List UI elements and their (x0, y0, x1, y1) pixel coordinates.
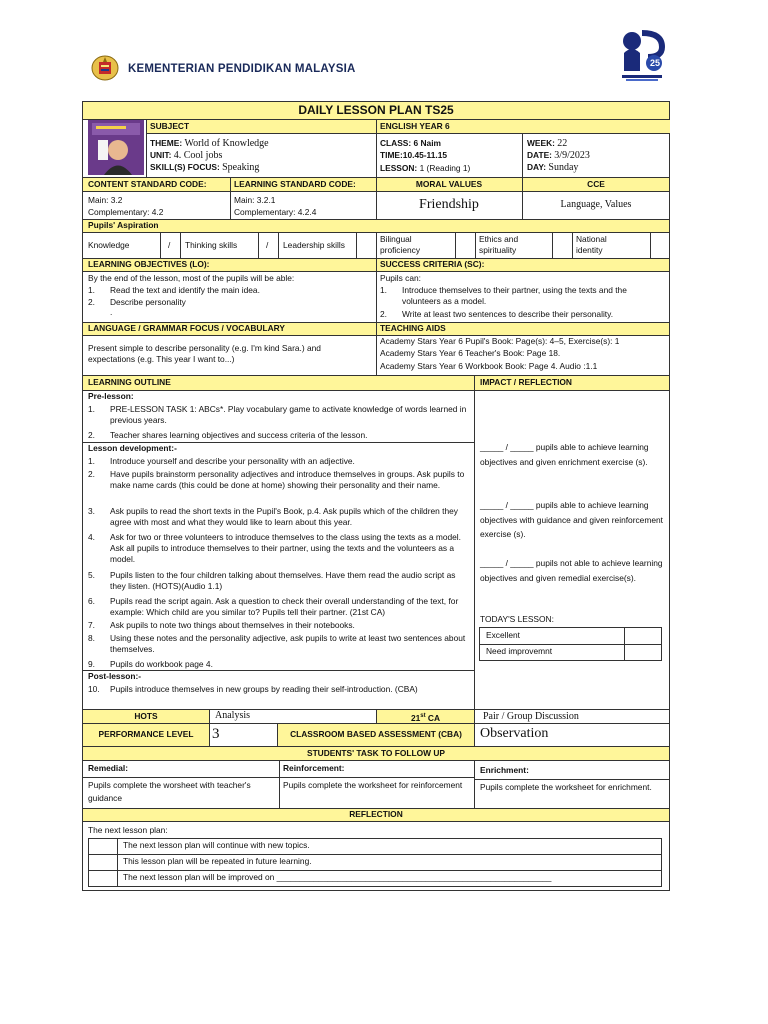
cce-value: Language, Values (560, 199, 632, 210)
dev-item-9: 9. Pupils do workbook page 4. (88, 659, 213, 669)
learning-complementary: Complementary: 4.2.4 (234, 207, 317, 217)
skill-row: SKILL(S) FOCUS: Speaking (150, 162, 260, 173)
dev-item-2: 2. Have pupils brainstorm personality adjectives and introduce themselves in groups. Ask pupils to make name cards (this could be done at home) showing their personality and their name. (88, 469, 465, 490)
dev-item-5: 5. Pupils listen to the four children talking about themselves. Have them read the audio script as they listen. (HOTS)(Audio 1.1) (88, 570, 456, 591)
next-lesson-option-1-checkbox[interactable] (89, 839, 116, 853)
teaching-aids-label: TEACHING AIDS (380, 323, 446, 333)
dev-item-4: 4. Ask for two or three volunteers to introduce themselves to the class using the texts as a model. Ask all pupils to introduce themselves to their partner, using the texts and the volunteers as a model. (88, 532, 461, 564)
next-lesson-option-3: The next lesson plan will be improved on ___________________________________________________________ (123, 872, 552, 882)
impact-remedial: _____ / _____ pupils not able to achieve learning objectives and given remedial exercise(s). (480, 558, 663, 583)
dev-item-6: 6. Pupils read the script again. Ask a question to check their overall understanding of the text, for example: Which child are you similar to? Pupils tell their partner. (21st CA) (88, 596, 459, 617)
aspiration-leadership: Leadership skills (283, 240, 345, 250)
ts25-logo-icon (618, 27, 666, 83)
moral-values-label: MORAL VALUES (415, 179, 483, 189)
impact-enrichment: _____ / _____ pupils able to achieve learning objectives and given enrichment exercise (s). (480, 442, 649, 467)
content-standard-label: CONTENT STANDARD CODE: (88, 179, 207, 189)
performance-level-label: PERFORMANCE LEVEL (98, 729, 194, 739)
day-row: DAY: Sunday (527, 162, 579, 173)
hots-label: HOTS (134, 711, 158, 721)
rating-excellent-checkbox[interactable] (625, 628, 661, 643)
learning-standard-label: LEARNING STANDARD CODE: (234, 179, 356, 189)
teaching-aid-3: Academy Stars Year 6 Workbook Book: Page 4. Audio :1.1 (380, 361, 598, 371)
teaching-aid-2: Academy Stars Year 6 Teacher's Book: Page 18. (380, 348, 561, 358)
class-row: CLASS: 6 Naim (380, 138, 441, 148)
aspiration-ethics: Ethics and spirituality (479, 234, 519, 255)
dev-item-7: 7. Ask pupils to note two things about themselves in their notebooks. (88, 620, 355, 630)
next-lesson-option-3-checkbox[interactable] (89, 871, 116, 886)
students-task-label: STUDENTS' TASK TO FOLLOW UP (306, 748, 445, 758)
date-row: DATE: 3/9/2023 (527, 150, 590, 161)
dev-item-8: 8. Using these notes and the personality adjective, ask pupils to write at least two sentences about themselves. (88, 633, 466, 654)
rating-need-improvement-checkbox[interactable] (625, 645, 661, 660)
dev-item-3: 3. Ask pupils to read the short texts in the Pupil's Book, p.4. Ask pupils which of the children they agree with most and what they would like to learn about this year. (88, 506, 458, 527)
lo-intro: By the end of the lesson, most of the pupils will be able: (88, 273, 295, 283)
moral-value: Friendship (419, 197, 479, 212)
cba-label: CLASSROOM BASED ASSESSMENT (CBA) (290, 729, 462, 739)
enrichment-text: Pupils complete the worksheet for enrichment. (480, 782, 652, 792)
next-lesson-option-2-checkbox[interactable] (89, 855, 116, 869)
week-row: WEEK: 22 (527, 138, 568, 149)
development-label: Lesson development:- (88, 443, 177, 453)
post-item-10: 10. Pupils introduce themselves in new groups by reading their self-introduction. (CBA) (88, 684, 418, 694)
todays-lesson-label: TODAY'S LESSON: (480, 614, 554, 624)
language-label: LANGUAGE / GRAMMAR FOCUS / VOCABULARY (88, 323, 285, 333)
remedial-text: Pupils complete the worsheet with teacher's guidance (88, 780, 251, 803)
lo-label: LEARNING OBJECTIVES (LO): (88, 259, 210, 269)
ts25-logo-number: 25 (650, 58, 661, 68)
language-text: Present simple to describe personality (e.g. I'm kind Sara.) and expectations (e.g. This year I want to...) (88, 343, 321, 364)
unit-row: UNIT: 4. Cool jobs (150, 150, 223, 161)
learning-outline-label: LEARNING OUTLINE (88, 377, 171, 387)
pre-lesson-label: Pre-lesson: (88, 391, 134, 401)
teaching-aid-1: Academy Stars Year 6 Pupil's Book: Page(s): 4–5, Exercise(s): 1 (380, 336, 620, 346)
page-title: DAILY LESSON PLAN TS25 (298, 103, 454, 117)
remedial-label: Remedial: (88, 763, 129, 773)
pre-item-1: 1. PRE-LESSON TASK 1: ABCs*. Play vocabulary game to activate knowledge of words learned in previous years. (88, 404, 467, 425)
sc-item-1: 1. Introduce themselves to their partner, using the texts and the volunteers as a model. (380, 285, 627, 306)
hots-value: Analysis (215, 710, 250, 721)
reinforcement-text: Pupils complete the worksheet for reinforcement (283, 780, 463, 790)
rating-excellent: Excellent (486, 630, 520, 640)
ca-value: Pair / Group Discussion (483, 711, 579, 722)
ministry-name: KEMENTERIAN PENDIDIKAN MALAYSIA (128, 63, 356, 75)
cce-label: CCE (587, 179, 605, 189)
impact-reinforcement: _____ / _____ pupils able to achieve learning objectives with guidance and given reinforcement exercise (s). (480, 500, 663, 539)
content-main: Main: 3.2 (88, 195, 123, 205)
content-complementary: Complementary: 4.2 (88, 207, 164, 217)
cba-value: Observation (480, 726, 549, 741)
reinforcement-label: Reinforcement: (283, 763, 345, 773)
reflection-label: REFLECTION (349, 809, 403, 819)
aspiration-national: National identity (576, 234, 607, 255)
aspiration-bilingual: Bilingual proficiency (380, 234, 421, 255)
dev-item-1: 1. Introduce yourself and describe your personality with an adjective. (88, 456, 355, 466)
next-lesson-option-1: The next lesson plan will continue with new topics. (123, 840, 310, 850)
sc-intro: Pupils can: (380, 273, 421, 283)
next-lesson-intro: The next lesson plan: (88, 825, 168, 835)
aspiration-label: Pupils' Aspiration (88, 220, 159, 230)
subject-label: SUBJECT (150, 121, 190, 131)
learning-main: Main: 3.2.1 (234, 195, 276, 205)
rating-need-improvement: Need improvemnt (486, 646, 553, 656)
ministry-crest-icon (90, 54, 120, 82)
enrichment-label: Enrichment: (480, 765, 529, 775)
sc-item-2: 2. Write at least two sentences to describe their personality. (380, 309, 614, 319)
sc-label: SUCCESS CRITERIA (SC): (380, 259, 485, 269)
lo-trailing-dot: . (110, 307, 113, 317)
pre-item-2: 2. Teacher shares learning objectives and success criteria of the lesson. (88, 430, 368, 440)
aspiration-tick-knowledge: / (168, 240, 171, 250)
performance-level-value: 3 (212, 726, 220, 742)
theme-row: THEME: World of Knowledge (150, 138, 269, 149)
lo-item-1: 1. Read the text and identify the main idea. (88, 285, 260, 295)
aspiration-knowledge: Knowledge (88, 240, 130, 250)
lo-item-2: 2. Describe personality (88, 297, 186, 307)
aspiration-tick-thinking: / (266, 240, 269, 250)
time-row: TIME:10.45-11.15 (380, 150, 448, 160)
impact-reflection-label: IMPACT / REFLECTION (480, 377, 572, 387)
post-lesson-label: Post-lesson:- (88, 671, 142, 681)
book-cover-image (88, 120, 144, 175)
subject-value: ENGLISH YEAR 6 (380, 121, 450, 131)
lesson-row: LESSON: 1 (Reading 1) (380, 163, 471, 173)
ca-label: 21st CA (410, 712, 441, 723)
aspiration-thinking: Thinking skills (185, 240, 238, 250)
next-lesson-option-2: This lesson plan will be repeated in future learning. (123, 856, 312, 866)
